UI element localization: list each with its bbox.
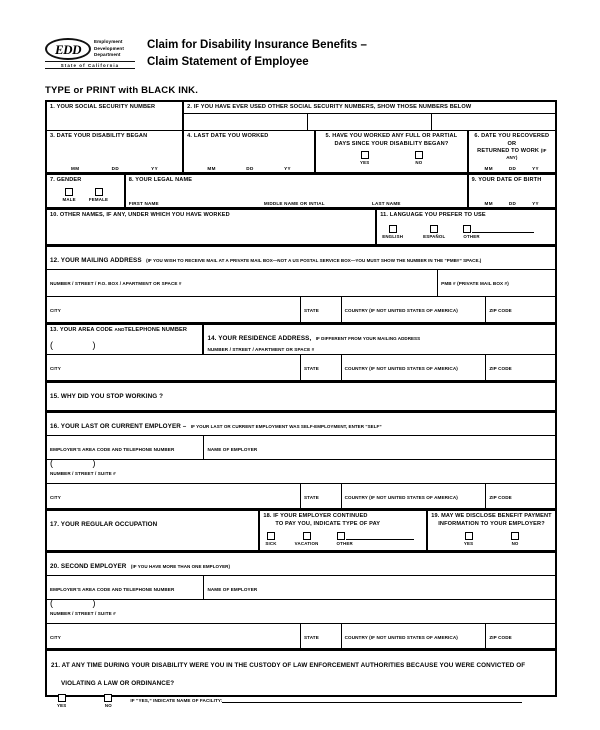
field-ssn[interactable]	[47, 102, 184, 131]
label-item-2: 2. IF YOU HAVE EVER USED OTHER SOCIAL SECURITY NUMBERS, SHOW THOSE NUMBERS BELOW	[187, 104, 472, 110]
hint-city: CITY	[50, 635, 61, 641]
field-residence-state[interactable]	[301, 355, 342, 381]
label-item-14: 14. YOUR RESIDENCE ADDRESS,	[207, 335, 312, 343]
checkbox-icon[interactable]	[389, 225, 397, 233]
hint-state: STATE	[304, 495, 319, 501]
label-item-16: 16. YOUR LAST OR CURRENT EMPLOYER –	[50, 423, 187, 431]
other-ssn-input-3[interactable]	[432, 114, 555, 130]
label-facility-prompt: IF “YES,” INDICATE NAME OF FACILITY:	[130, 697, 223, 703]
hint-city: CITY	[50, 495, 61, 501]
checkbox-icon[interactable]	[267, 532, 275, 540]
edd-agency-words	[94, 39, 124, 59]
label-item-11: 11. LANGUAGE YOU PREFER TO USE	[380, 212, 486, 219]
hint-city: CITY	[50, 308, 61, 314]
dd-hint: DD	[246, 165, 254, 171]
label-item-15: 15. WHY DID YOU STOP WORKING ?	[50, 393, 164, 401]
edd-line-2: Development	[94, 45, 124, 51]
checkbox-label-no: NO	[104, 703, 112, 709]
checkbox-language-other[interactable]	[463, 225, 534, 239]
hint-employer-phone: EMPLOYER'S AREA CODE AND TELEPHONE NUMBER	[50, 587, 175, 593]
header-second-employer	[47, 553, 555, 576]
label-item-5-line-2: DAYS SINCE YOUR DISABILITY BEGAN?	[334, 140, 449, 147]
field-mailing-city[interactable]	[47, 297, 301, 323]
row-item-12-header	[47, 247, 555, 270]
label-item-18-line-1: 18. IF YOUR EMPLOYER CONTINUED	[263, 513, 368, 520]
label-item-8: 8. YOUR LEGAL NAME	[128, 177, 193, 184]
yy-hint: YY	[284, 165, 292, 171]
hint-zip: ZIP CODE	[489, 635, 512, 641]
phone-paren-hint: ( )	[50, 339, 104, 350]
field-mailing-zip[interactable]	[486, 297, 555, 323]
hint-state: STATE	[304, 635, 319, 641]
field-custody-question	[47, 651, 555, 709]
checkbox-icon[interactable]	[430, 225, 438, 233]
mm-hint: MM	[484, 165, 493, 171]
hint-country: COUNTRY (IF NOT UNITED STATES OF AMERICA)	[344, 366, 458, 372]
hint-first-name: FIRST NAME	[128, 200, 159, 206]
print-instruction: TYPE or PRINT with BLACK INK.	[45, 85, 199, 96]
checkbox-gender-female[interactable]	[89, 188, 108, 202]
checkbox-label-yes: YES	[57, 703, 67, 709]
edd-oval-icon	[45, 38, 91, 60]
field-residence-country[interactable]	[342, 355, 487, 381]
employer1-paren-hint: ( )	[50, 458, 104, 469]
label-item-5-line-1: 5. HAVE YOU WORKED ANY FULL OR PARTIAL	[325, 133, 458, 140]
hint-middle-name: MIDDLE NAME OR INTIAL	[263, 200, 325, 206]
checkbox-label-sick: SICK	[265, 540, 277, 546]
edd-logo	[45, 36, 137, 69]
row-item-16-employer	[47, 436, 555, 469]
field-employer2-name[interactable]	[204, 576, 555, 600]
checkbox-label-yes: YES	[359, 159, 370, 165]
row-item-10-11	[47, 210, 555, 247]
hint-zip: ZIP CODE	[489, 366, 512, 372]
other-ssn-input-2[interactable]	[308, 114, 432, 130]
label-item-19-line-1: 19. MAY WE DISCLOSE BENEFIT PAYMENT	[431, 513, 552, 520]
checkbox-label-vacation: VACATION	[294, 540, 319, 546]
mm-hint: MM	[484, 200, 493, 206]
hint-residence-street: NUMBER / STREET / APARTMENT OR SPACE #	[207, 347, 315, 353]
field-residence-street[interactable]	[204, 325, 555, 355]
yy-hint: YY	[532, 200, 540, 206]
mm-hint: MM	[207, 165, 216, 171]
page-title-line-2: Claim Statement of Employee	[147, 55, 309, 68]
checkbox-item-5-no[interactable]	[415, 151, 423, 165]
hint-employer-street: NUMBER / STREET / SUITE #	[50, 611, 116, 617]
row-item-21	[47, 651, 555, 709]
checkbox-pay-vacation[interactable]	[295, 532, 319, 546]
hint-zip: ZIP CODE	[489, 495, 512, 501]
checkbox-icon[interactable]	[465, 532, 473, 540]
field-worked-since-disability	[316, 131, 468, 173]
row-item-20-header	[47, 553, 555, 576]
checkbox-icon[interactable]	[337, 532, 345, 540]
row-item-17-19	[47, 511, 555, 553]
label-item-6-line-1: 6. DATE YOU RECOVERED OR	[474, 133, 550, 147]
label-item-18-line-2: TO PAY YOU, INDICATE TYPE OF PAY	[275, 520, 381, 527]
row-item-15	[47, 383, 555, 413]
hint-employer-name: NAME OF EMPLOYER	[207, 447, 258, 453]
label-item-10: 10. OTHER NAMES, IF ANY, UNDER WHICH YOU HAVE WORKED	[50, 212, 230, 219]
other-ssn-input-1[interactable]	[184, 114, 308, 130]
page-title-line-1: Claim for Disability Insurance Benefits –	[147, 39, 367, 51]
field-date-of-birth[interactable]	[469, 175, 555, 208]
language-other-input[interactable]	[472, 226, 534, 233]
hint-employer-phone: EMPLOYER'S AREA CODE AND TELEPHONE NUMBER	[50, 447, 175, 453]
field-employer2-zip[interactable]	[486, 624, 555, 649]
header-last-employer	[47, 413, 555, 436]
row-item-13-14	[47, 325, 555, 355]
checkbox-pay-other[interactable]	[337, 532, 414, 546]
checkbox-icon[interactable]	[415, 151, 423, 159]
checkbox-item-19-yes[interactable]	[464, 532, 473, 546]
checkbox-label-espanol: ESPAÑOL	[423, 233, 446, 239]
hint-mailing-street: NUMBER / STREET / P.O. BOX / APARTMENT OR SPACE #	[50, 281, 182, 287]
field-disability-begin-date[interactable]	[47, 131, 184, 173]
field-mailing-state[interactable]	[301, 297, 342, 323]
row-item-20-city	[47, 624, 555, 651]
label-item-3: 3. DATE YOUR DISABILITY BEGAN	[50, 133, 148, 140]
label-item-21-line-1: 21. AT ANY TIME DURING YOUR DISABILITY WERE YOU IN THE CUSTODY OF LAW ENFORCEMENT AUTHORITIES BECAUSE YOU WERE CONVICTED OF	[51, 662, 526, 670]
field-type-of-pay	[260, 511, 428, 551]
hint-city: CITY	[50, 366, 61, 372]
checkbox-label-male: MALE	[62, 196, 76, 202]
field-employer2-city[interactable]	[47, 624, 301, 649]
row-item-1-2	[47, 102, 555, 131]
field-last-date-worked[interactable]	[184, 131, 316, 173]
name-hints	[126, 201, 467, 206]
field-employer2-phone[interactable]	[47, 576, 204, 609]
checkbox-icon[interactable]	[65, 188, 73, 196]
checkbox-item-19-no[interactable]	[511, 532, 519, 546]
edd-state-label: State of California	[45, 61, 135, 69]
edd-line-3: Department	[94, 52, 121, 58]
checkbox-item-21-yes[interactable]	[57, 694, 66, 708]
label-item-17: 17. YOUR REGULAR OCCUPATION	[50, 521, 158, 529]
checkbox-label-english: ENGLISH	[382, 233, 404, 239]
label-item-21-line-2: VIOLATING A LAW OR ORDINANCE?	[61, 680, 175, 688]
note-item-16: IF YOUR LAST OR CURRENT EMPLOYMENT WAS SELF-EMPLOYMENT, ENTER “SELF”	[190, 424, 382, 430]
dd-hint: DD	[508, 165, 517, 171]
label-item-4: 4. LAST DATE YOU WORKED	[187, 133, 269, 140]
field-why-stopped-working[interactable]	[47, 383, 555, 411]
field-residence-zip[interactable]	[486, 355, 555, 381]
page-title	[147, 36, 367, 70]
field-employer2-street[interactable]	[47, 600, 555, 624]
hint-employer-name: NAME OF EMPLOYER	[207, 587, 258, 593]
field-employer1-street[interactable]	[47, 460, 555, 484]
label-item-12: 12. YOUR MAILING ADDRESS	[50, 257, 142, 265]
hint-state: STATE	[304, 308, 319, 314]
hint-country: COUNTRY (IF NOT UNITED STATES OF AMERICA)	[344, 635, 458, 641]
hint-country: COUNTRY (IF NOT UNITED STATES OF AMERICA)	[344, 495, 458, 501]
date-hint-6	[469, 166, 555, 171]
checkbox-icon[interactable]	[303, 532, 311, 540]
edd-line-1: Employment	[94, 39, 123, 45]
field-mailing-street[interactable]	[47, 270, 438, 297]
row-item-14-city	[47, 355, 555, 383]
yy-hint: YY	[532, 165, 540, 171]
checkbox-pay-sick[interactable]	[265, 532, 276, 546]
checkbox-item-21-no[interactable]	[104, 694, 112, 708]
label-item-20: 20. SECOND EMPLOYER	[50, 563, 127, 571]
dd-hint: DD	[111, 165, 120, 171]
checkbox-label-other: OTHER	[336, 540, 353, 546]
hint-zip: ZIP CODE	[489, 308, 512, 314]
form-body	[45, 100, 557, 709]
field-employer2-country[interactable]	[342, 624, 487, 649]
label-item-13: 13. YOUR AREA CODE ANDTELEPHONE NUMBER	[50, 327, 188, 334]
checkbox-label-other: OTHER	[463, 233, 480, 239]
checkbox-icon[interactable]	[104, 694, 112, 702]
checkbox-label-no: NO	[511, 540, 519, 546]
row-item-7-9	[47, 175, 555, 210]
row-item-16-city	[47, 484, 555, 511]
checkbox-label-female: FEMALE	[88, 196, 109, 202]
checkbox-icon[interactable]	[361, 151, 369, 159]
form-header	[45, 36, 557, 70]
field-mailing-pmb[interactable]	[438, 270, 555, 297]
checkbox-icon[interactable]	[463, 225, 471, 233]
field-recovery-date[interactable]	[469, 131, 555, 173]
field-gender	[47, 175, 126, 208]
hint-state: STATE	[304, 366, 319, 372]
pay-other-input[interactable]	[346, 533, 414, 540]
row-item-3-6	[47, 131, 555, 175]
hint-employer-street: NUMBER / STREET / SUITE #	[50, 471, 116, 477]
edd-acronym: EDD	[55, 41, 81, 57]
field-employer1-country[interactable]	[342, 484, 487, 509]
yy-hint: YY	[151, 165, 159, 171]
row-item-12-city	[47, 297, 555, 325]
facility-name-input[interactable]	[222, 696, 522, 703]
mm-hint: MM	[71, 165, 80, 171]
field-employer2-state[interactable]	[301, 624, 342, 649]
row-item-20-street	[47, 600, 555, 624]
field-employer1-zip[interactable]	[486, 484, 555, 509]
row-item-16-header	[47, 413, 555, 436]
field-mailing-country[interactable]	[342, 297, 487, 323]
field-disclose-benefit-info	[428, 511, 555, 551]
label-item-7: 7. GENDER	[50, 177, 82, 184]
hint-country: COUNTRY (IF NOT UNITED STATES OF AMERICA)	[344, 308, 458, 314]
field-language-preference	[377, 210, 555, 245]
label-item-9: 9. YOUR DATE OF BIRTH	[471, 177, 542, 184]
field-other-ssn	[184, 102, 555, 131]
dd-hint: DD	[508, 200, 517, 206]
label-item-6-line-2: RETURNED TO WORK (IF ANY)	[477, 147, 547, 161]
checkbox-language-english[interactable]	[382, 225, 403, 239]
field-regular-occupation[interactable]	[47, 511, 260, 551]
date-hint-9	[469, 201, 555, 206]
checkbox-label-no: NO	[415, 159, 423, 165]
checkbox-icon[interactable]	[58, 694, 66, 702]
employer2-paren-hint: ( )	[50, 598, 104, 609]
field-residence-city[interactable]	[47, 355, 301, 381]
note-item-14: IF DIFFERENT FROM YOUR MAILING ADDRESS	[315, 336, 421, 342]
row-item-12-street	[47, 270, 555, 297]
checkbox-gender-male[interactable]	[63, 188, 76, 202]
checkbox-item-5-yes[interactable]	[360, 151, 369, 165]
checkbox-icon[interactable]	[511, 532, 519, 540]
label-item-19-line-2: INFORMATION TO YOUR EMPLOYER?	[438, 520, 545, 527]
field-other-names[interactable]	[47, 210, 377, 245]
checkbox-label-yes: YES	[463, 540, 474, 546]
row-item-20-employer	[47, 576, 555, 609]
checkbox-icon[interactable]	[95, 188, 103, 196]
hint-last-name: LAST NAME	[372, 200, 401, 206]
header-mailing-address	[47, 247, 555, 270]
field-employer1-name[interactable]	[204, 436, 555, 460]
field-phone-number[interactable]	[47, 325, 204, 355]
row-item-16-street	[47, 460, 555, 484]
field-employer1-phone[interactable]	[47, 436, 204, 469]
field-employer1-city[interactable]	[47, 484, 301, 509]
note-item-12: (IF YOU WISH TO RECEIVE MAIL AT A PRIVATE MAIL BOX—NOT A US POSTAL SERVICE BOX—YOU MUST SHOW THE NUMBER IN THE “PMB#” SPACE.)	[146, 258, 482, 264]
field-employer1-state[interactable]	[301, 484, 342, 509]
date-hint-3	[47, 166, 182, 171]
hint-mailing-pmb: PMB # (PRIVATE MAIL BOX #)	[441, 281, 509, 287]
field-legal-name[interactable]	[126, 175, 469, 208]
label-item-1: 1. YOUR SOCIAL SECURITY NUMBER	[50, 104, 156, 110]
checkbox-language-espanol[interactable]	[423, 225, 445, 239]
note-item-20: (IF YOU HAVE MORE THAN ONE EMPLOYER)	[130, 564, 231, 570]
date-hint-4	[184, 166, 314, 171]
